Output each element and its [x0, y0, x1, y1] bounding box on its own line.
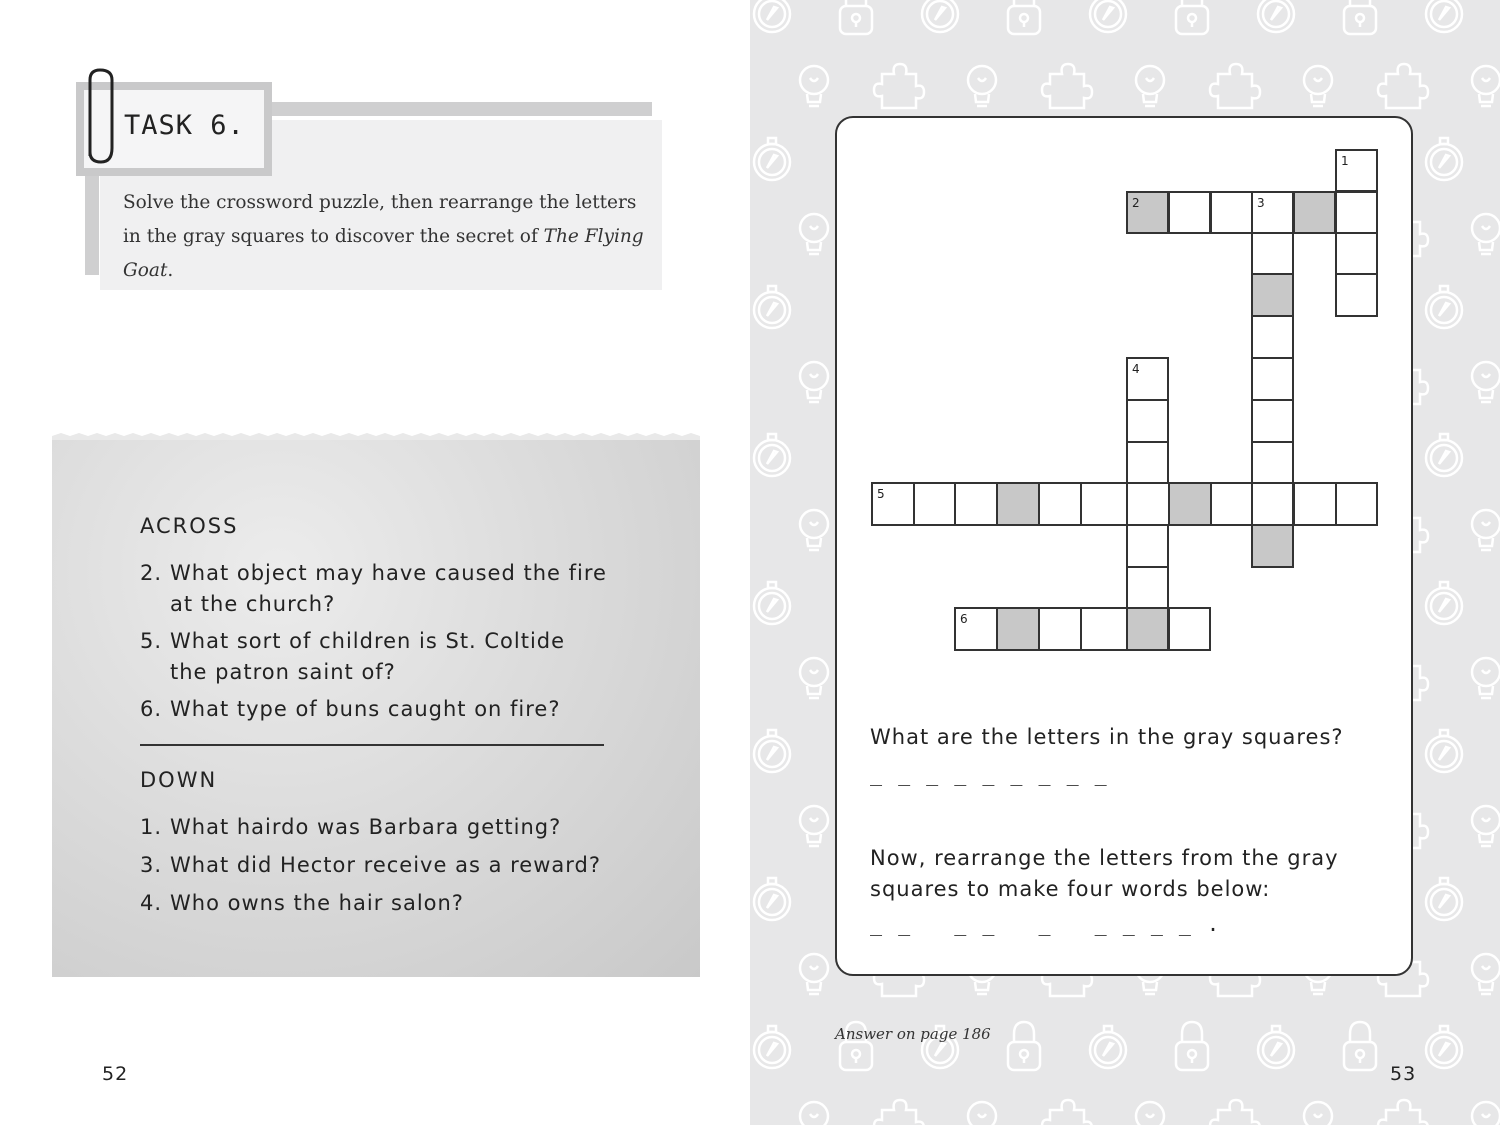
clue-number: 4. [140, 891, 163, 915]
clue-text: What object may have caused the fire [170, 561, 607, 585]
crossword-cell-number: 2 [1132, 196, 1140, 210]
clue-number: 3. [140, 853, 163, 877]
crossword-cell-number: 4 [1132, 362, 1140, 376]
crossword-cell-gray[interactable] [1127, 608, 1168, 650]
crossword-cell[interactable] [1252, 483, 1293, 525]
crossword-cell[interactable] [1127, 400, 1168, 442]
crossword-cell[interactable] [1252, 316, 1293, 358]
crossword-cell[interactable] [1336, 483, 1377, 525]
crossword-cell-gray[interactable] [997, 483, 1039, 525]
rearrange-instructions [870, 843, 1339, 905]
crossword-cell[interactable] [1336, 233, 1377, 274]
crossword-cell[interactable] [1252, 442, 1293, 484]
gray-squares-question: What are the letters in the gray squares? [870, 725, 1344, 749]
crossword-cell-gray[interactable] [1169, 483, 1211, 525]
crossword-cell[interactable] [1252, 358, 1293, 400]
crossword-cell[interactable] [1127, 483, 1169, 525]
gray-letters-blanks[interactable]: _ _ _ _ _ _ _ _ _ [870, 762, 1109, 786]
clue-text: What did Hector receive as a reward? [170, 853, 601, 877]
crossword-cell[interactable] [1211, 483, 1252, 525]
crossword-cell[interactable] [1127, 525, 1168, 567]
crossword-cell[interactable] [1169, 192, 1210, 233]
crossword-cell[interactable] [1294, 483, 1336, 525]
clue-number: 6. [140, 697, 163, 721]
crossword-cell[interactable] [1336, 274, 1377, 316]
crossword-cell[interactable] [1081, 608, 1127, 650]
crossword-cell[interactable] [1127, 567, 1168, 609]
clue-text: What sort of children is St. Coltide [170, 629, 566, 653]
book-title: The Flying Goat [123, 226, 644, 281]
crossword-cell-gray[interactable] [1294, 192, 1335, 233]
clue-text: What type of buns caught on fire? [170, 697, 561, 721]
clue-text-cont: the patron saint of? [170, 660, 396, 684]
crossword-cell-gray[interactable] [1252, 274, 1293, 316]
clue-number: 2. [140, 561, 163, 585]
crossword-cell-number: 5 [877, 487, 885, 501]
instructions-end: . [167, 260, 174, 281]
crossword-cell[interactable] [1039, 483, 1081, 525]
instructions-text: Solve the crossword puzzle, then rearrange the letters in the gray squares to discover the secret of [123, 192, 637, 247]
crossword-cell-gray[interactable] [1252, 525, 1293, 567]
crossword-cell-gray[interactable] [997, 608, 1039, 650]
page-number-left: 52 [102, 1063, 129, 1085]
crossword-cell[interactable] [1081, 483, 1127, 525]
rearrange-line-2: squares to make four words below: [870, 877, 1271, 901]
crossword-cell[interactable] [1252, 400, 1293, 442]
secret-words-blanks[interactable]: _ _ _ _ _ _ _ _ _ . [870, 912, 1222, 936]
down-heading: DOWN [140, 768, 218, 792]
crossword-cell[interactable] [955, 483, 997, 525]
crossword-cell[interactable] [1039, 608, 1081, 650]
rearrange-line-1: Now, rearrange the letters from the gray [870, 846, 1339, 870]
clue-text: What hairdo was Barbara getting? [170, 815, 562, 839]
crossword-cell[interactable] [1169, 608, 1210, 650]
clue-number: 5. [140, 629, 163, 653]
answer-note: Answer on page 186 [835, 1025, 991, 1043]
clue-text: Who owns the hair salon? [170, 891, 464, 915]
task-label: TASK 6. [124, 110, 245, 141]
crossword-cell[interactable] [1211, 192, 1252, 233]
crossword-cell[interactable] [1127, 442, 1168, 484]
page-number-right: 53 [1390, 1063, 1417, 1085]
crossword-cell[interactable] [1336, 192, 1377, 233]
crossword-cell[interactable] [914, 483, 955, 525]
crossword-cell[interactable] [1252, 233, 1293, 274]
clue-text-cont: at the church? [170, 592, 336, 616]
clue-number: 1. [140, 815, 163, 839]
across-heading: ACROSS [140, 514, 239, 538]
crossword-cell-number: 3 [1257, 196, 1265, 210]
crossword-cell-number: 1 [1341, 154, 1349, 168]
crossword-cell-number: 6 [960, 612, 968, 626]
